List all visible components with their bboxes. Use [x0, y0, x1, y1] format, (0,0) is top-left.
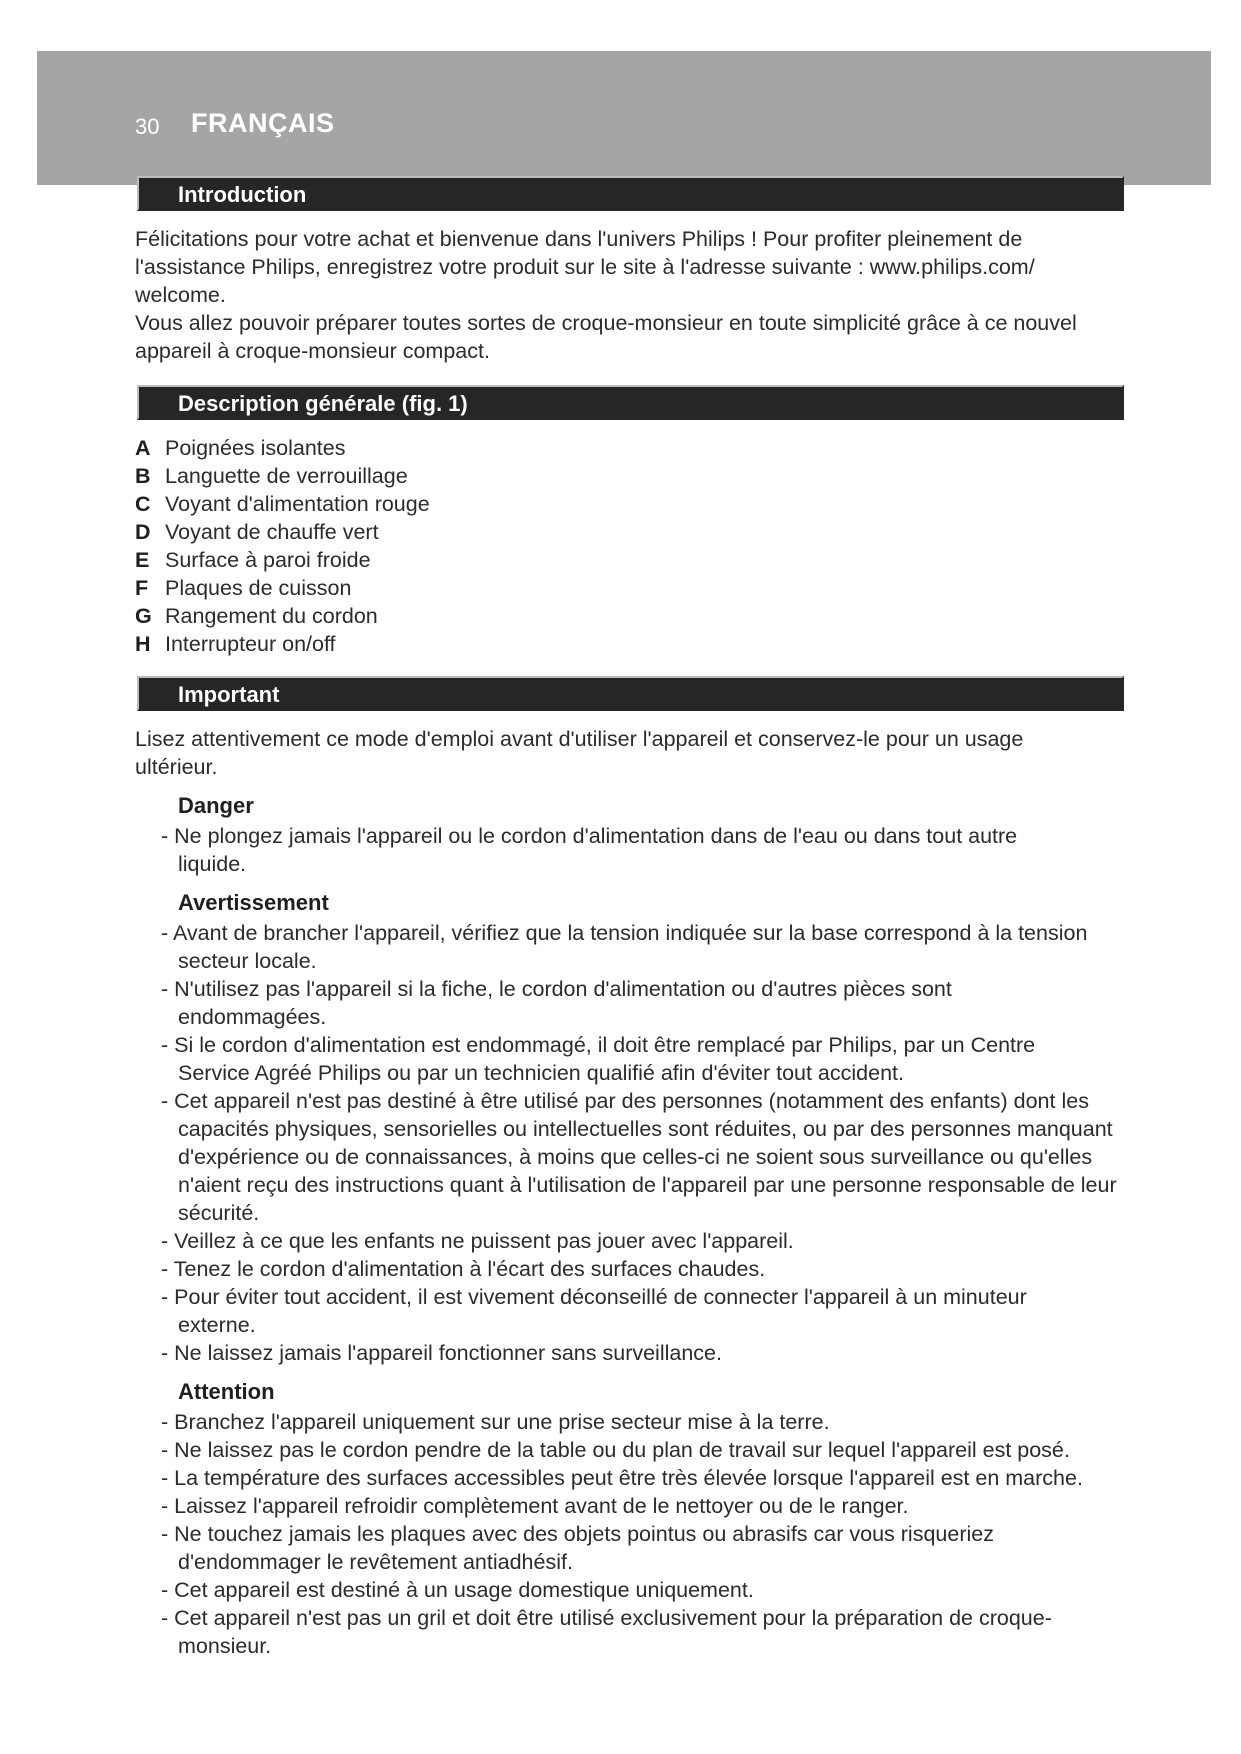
intro-paragraph-1: Félicitations pour votre achat et bienvenue dans l'univers Philips ! Pour profiter pleinement de l'assistance Philips, enregistrez votre produit sur le site à l'adresse suivante : www.philips.com/ welcome. — [135, 227, 1035, 307]
caution-list — [148, 1408, 1138, 1660]
danger-heading: Danger — [178, 793, 254, 818]
section-title-important: Important — [178, 682, 280, 707]
list-item: - Cet appareil n'est pas destiné à être utilisé par des personnes (notamment des enfants) dont les capacités physiques, sensorielles ou intellectuelles sont réduites, ou par des personnes manquant d'expérience ou de connaissances, à moins que celles-ci ne soient sous surveillance ou qu'elles n'aient reçu des instructions quant à l'utilisation de l'appareil par une personne responsable de leur sécurité. — [148, 1087, 1138, 1227]
section-title-description: Description générale (fig. 1) — [178, 391, 468, 416]
section-title-introduction: Introduction — [178, 182, 307, 207]
danger-list — [148, 822, 1058, 878]
language-title: FRANÇAIS — [191, 108, 335, 138]
list-item: - Veillez à ce que les enfants ne puissent pas jouer avec l'appareil. — [148, 1227, 1138, 1255]
list-item: - N'utilisez pas l'appareil si la fiche, le cordon d'alimentation ou d'autres pièces sont endommagées. — [148, 975, 978, 1031]
list-item: - Cet appareil est destiné à un usage domestique uniquement. — [148, 1576, 1138, 1604]
list-item: C Voyant d'alimentation rouge — [135, 492, 430, 516]
warning-list — [148, 919, 1138, 1367]
list-item: - La température des surfaces accessibles peut être très élevée lorsque l'appareil est en marche. — [148, 1464, 1138, 1492]
list-item: - Ne touchez jamais les plaques avec des objets pointus ou abrasifs car vous risqueriez d'endommager le revêtement antiadhésif. — [148, 1520, 1098, 1576]
list-item: E Surface à paroi froide — [135, 548, 371, 572]
warning-heading: Avertissement — [178, 890, 329, 915]
important-intro: Lisez attentivement ce mode d'emploi avant d'utiliser l'appareil et conservez-le pour un usage ultérieur. — [135, 727, 1024, 779]
parts-list — [135, 434, 430, 658]
list-item: B Languette de verrouillage — [135, 464, 408, 488]
list-item: - Avant de brancher l'appareil, vérifiez que la tension indiquée sur la base correspond à la tension secteur locale. — [148, 919, 1138, 975]
list-item: - Branchez l'appareil uniquement sur une prise secteur mise à la terre. — [148, 1408, 1138, 1436]
intro-paragraph-2: Vous allez pouvoir préparer toutes sortes de croque-monsieur en toute simplicité grâce à ce nouvel appareil à croque-monsieur compact. — [135, 311, 1077, 363]
list-item: F Plaques de cuisson — [135, 576, 352, 600]
list-item: - Ne laissez jamais l'appareil fonctionner sans surveillance. — [148, 1339, 1138, 1367]
list-item: D Voyant de chauffe vert — [135, 520, 379, 544]
list-item: - Pour éviter tout accident, il est vivement déconseillé de connecter l'appareil à un minuteur externe. — [148, 1283, 1098, 1339]
section-bar-description — [137, 385, 1124, 420]
section-bar-introduction — [137, 176, 1124, 211]
list-item: H Interrupteur on/off — [135, 632, 336, 656]
list-item: - Cet appareil n'est pas un gril et doit être utilisé exclusivement pour la préparation de croque-monsieur. — [148, 1604, 1128, 1660]
list-item: G Rangement du cordon — [135, 604, 378, 628]
page-number: 30 — [135, 114, 160, 139]
list-item: - Tenez le cordon d'alimentation à l'écart des surfaces chaudes. — [148, 1255, 1138, 1283]
caution-heading: Attention — [178, 1379, 275, 1404]
list-item: - Si le cordon d'alimentation est endommagé, il doit être remplacé par Philips, par un Centre Service Agréé Philips ou par un technicien qualifié afin d'éviter tout accident. — [148, 1031, 1108, 1087]
list-item: - Ne laissez pas le cordon pendre de la table ou du plan de travail sur lequel l'appareil est posé. — [148, 1436, 1138, 1464]
list-item: - Ne plongez jamais l'appareil ou le cordon d'alimentation dans de l'eau ou dans tout autre liquide. — [148, 822, 1058, 878]
list-item: A Poignées isolantes — [135, 436, 346, 460]
section-bar-important — [137, 676, 1124, 711]
list-item: - Laissez l'appareil refroidir complètement avant de le nettoyer ou de le ranger. — [148, 1492, 1138, 1520]
